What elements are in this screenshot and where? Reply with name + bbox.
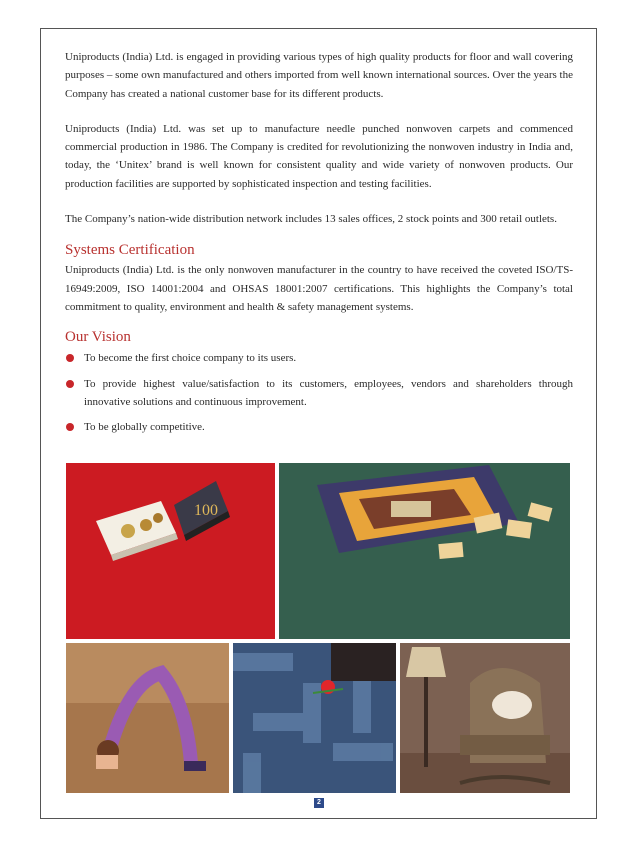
svg-text:100: 100 [194,502,218,519]
bullet-icon [66,380,74,388]
systems-certification-text: Uniproducts (India) Ltd. is the only nonwoven manufacturer in the country to have received the coveted ISO/TS-16949:2009, ISO 14001:2004 and OHSAS 18001:2007 certifications. This highlights the Company’s total commitment to quality, environment and health & safety management systems. [65,264,573,313]
systems-certification-heading: Systems Certification [65,242,195,259]
intro-paragraph-1: Uniproducts (India) Ltd. is engaged in providing various types of high quality products for floor and wall covering purposes – some own manufactured and others imported from well known international sources. Over the years the Company has created a national customer base for its different products. [65,51,573,100]
list-item [65,375,573,412]
photo-girl-wooden-floor [66,643,229,793]
our-vision-heading: Our Vision [65,329,131,346]
photo-wicker-chair [400,643,570,793]
intro-paragraph-2: Uniproducts (India) Ltd. was set up to manufacture needle punched nonwoven carpets and commenced commercial production in 1986. The Company is credited for revolutionizing the nonwoven industry in India and, today, the ‘Unitex’ brand is well known for consistent quality and wide variety of nonwoven products. Our production facilities are supported by sophisticated inspection and testing facilities. [65,122,573,190]
bullet-icon [66,354,74,362]
vision-item-text: To be globally competitive. [84,421,205,434]
list-item [65,349,573,367]
vision-item-text: To provide highest value/satisfaction to its customers, employees, vendors and shareholders through innovative solutions and continuous improvement. [84,377,573,408]
bullet-icon [66,423,74,431]
page-number-badge: 2 [314,798,324,808]
page-content [65,48,573,443]
photo-green-carpet-boardgame [279,463,570,639]
intro-paragraph-3: The Company’s nation-wide distribution network includes 13 sales offices, 2 stock points and 300 retail outlets. [65,213,557,226]
photo-red-carpet-books [66,463,275,639]
vision-item-text: To become the first choice company to its users. [84,352,297,365]
list-item [65,418,573,436]
vision-list [65,349,573,436]
photo-blue-carpet-tiles [233,643,396,793]
